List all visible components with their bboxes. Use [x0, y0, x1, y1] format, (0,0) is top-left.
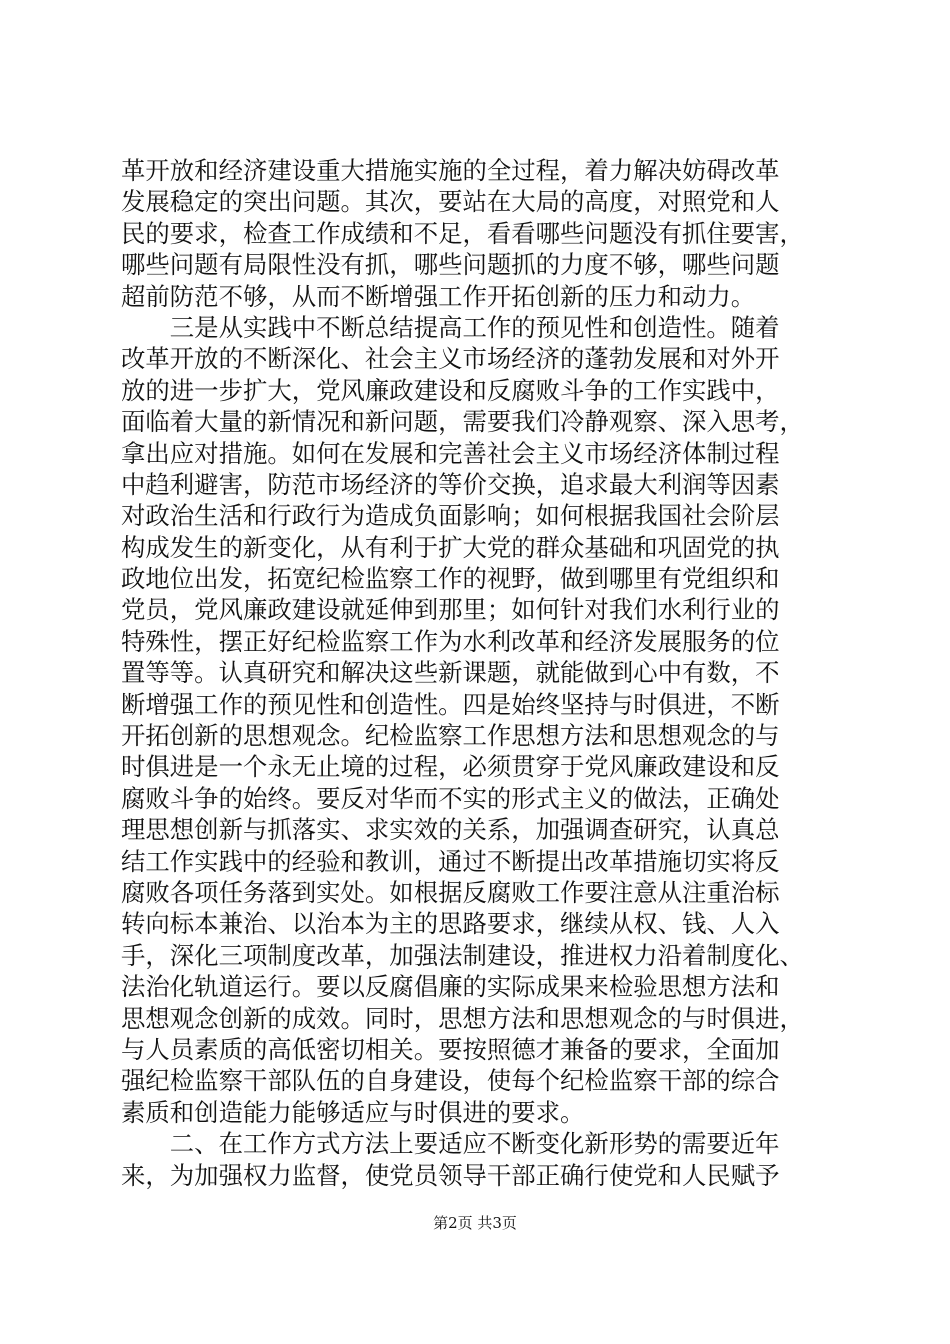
page-footer	[0, 1213, 950, 1233]
text-line: 拿出应对措施。如何在发展和完善社会主义市场经济体制过程	[121, 438, 780, 468]
text-line: 强纪检监察干部队伍的自身建设，使每个纪检监察干部的综合	[121, 1066, 780, 1096]
text-line: 革开放和经济建设重大措施实施的全过程，着力解决妨碍改革	[121, 156, 780, 185]
text-line: 政地位出发，拓宽纪检监察工作的视野，做到哪里有党组织和	[121, 564, 780, 594]
text-line: 民的要求，检查工作成绩和不足，看看哪些问题没有抓住要害，	[121, 218, 804, 248]
text-line: 思想观念创新的成效。同时，思想方法和思想观念的与时俱进，	[121, 1003, 804, 1033]
text-line: 党员，党风廉政建设就延伸到那里；如何针对我们水利行业的	[121, 595, 780, 625]
text-line: 手，深化三项制度改革，加强法制建设，推进权力沿着制度化、	[121, 940, 804, 970]
text-line: 时俱进是一个永无止境的过程，必须贯穿于党风廉政建设和反	[121, 752, 780, 782]
text-line: 发展稳定的突出问题。其次，要站在大局的高度，对照党和人	[121, 187, 780, 217]
text-line: 法治化轨道运行。要以反腐倡廉的实际成果来检验思想方法和	[121, 972, 780, 1002]
text-line: 对政治生活和行政行为造成负面影响；如何根据我国社会阶层	[121, 501, 780, 531]
text-line: 置等等。认真研究和解决这些新课题，就能做到心中有数，不	[121, 658, 780, 688]
text-line: 腐败斗争的始终。要反对华而不实的形式主义的做法，正确处	[121, 783, 780, 813]
text-line: 开拓创新的思想观念。纪检监察工作思想方法和思想观念的与	[121, 721, 780, 751]
text-line: 哪些问题有局限性没有抓，哪些问题抓的力度不够，哪些问题	[121, 250, 780, 280]
text-line: 超前防范不够，从而不断增强工作开拓创新的压力和动力。	[121, 281, 756, 311]
text-line: 三是从实践中不断总结提高工作的预见性和创造性。随着	[121, 312, 780, 342]
text-line: 面临着大量的新情况和新问题，需要我们冷静观察、深入思考，	[121, 407, 804, 437]
text-line: 改革开放的不断深化、社会主义市场经济的蓬勃发展和对外开	[121, 344, 780, 374]
text-line: 中趋利避害，防范市场经济的等价交换，追求最大利润等因素	[121, 469, 780, 499]
text-line: 转向标本兼治、以治本为主的思路要求，继续从权、钱、人入	[121, 909, 780, 939]
text-line: 腐败各项任务落到实处。如根据反腐败工作要注意从注重治标	[121, 877, 780, 907]
text-line: 放的进一步扩大，党风廉政建设和反腐败斗争的工作实践中，	[121, 375, 780, 405]
text-line: 断增强工作的预见性和创造性。四是始终坚持与时俱进，不断	[121, 689, 780, 719]
text-line: 理思想创新与抓落实、求实效的关系，加强调查研究，认真总	[121, 815, 780, 845]
text-line: 素质和创造能力能够适应与时俱进的要求。	[121, 1097, 585, 1127]
text-line: 二、在工作方式方法上要适应不断变化新形势的需要近年	[121, 1129, 780, 1159]
text-line: 特殊性，摆正好纪检监察工作为水利改革和经济发展服务的位	[121, 626, 780, 656]
page-number-label: 第2页 共3页	[433, 1214, 517, 1232]
text-line: 来，为加强权力监督，使党员领导干部正确行使党和人民赋予	[121, 1160, 780, 1190]
body-text	[121, 155, 831, 1191]
text-line: 结工作实践中的经验和教训，通过不断提出改革措施切实将反	[121, 846, 780, 876]
text-line: 与人员素质的高低密切相关。要按照德才兼备的要求，全面加	[121, 1034, 780, 1064]
text-line: 构成发生的新变化，从有利于扩大党的群众基础和巩固党的执	[121, 532, 780, 562]
